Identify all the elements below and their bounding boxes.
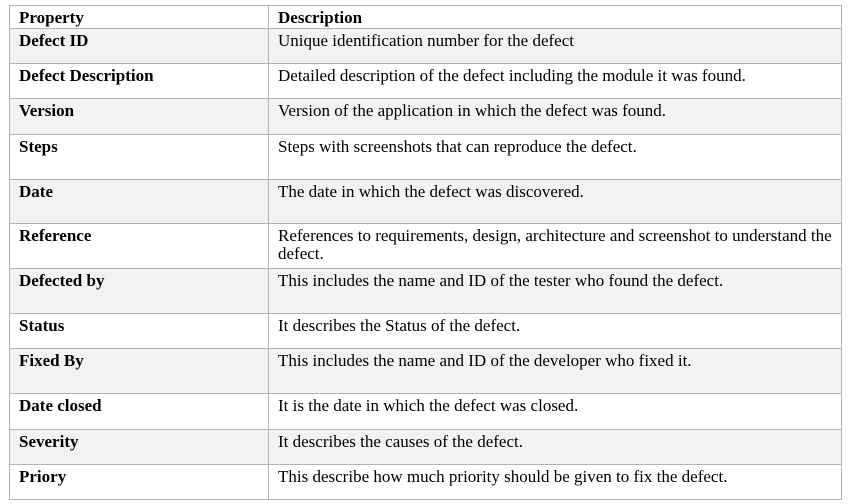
table-row-date	[10, 180, 842, 224]
table-row-steps	[10, 135, 842, 180]
property-cell: Version	[10, 99, 269, 135]
table-row-priory	[10, 465, 842, 500]
table-row-reference	[10, 224, 842, 269]
description-cell: It is the date in which the defect was closed.	[269, 394, 842, 430]
column-header-property: Property	[10, 6, 269, 29]
table-row-defect-description	[10, 64, 842, 99]
property-cell: Defect ID	[10, 29, 269, 64]
table-row-severity	[10, 430, 842, 465]
property-cell: Date closed	[10, 394, 269, 430]
table-row-status	[10, 314, 842, 349]
description-cell: It describes the causes of the defect.	[269, 430, 842, 465]
description-cell: Steps with screenshots that can reproduce the defect.	[269, 135, 842, 180]
description-cell: This describe how much priority should be given to fix the defect.	[269, 465, 842, 500]
description-cell: It describes the Status of the defect.	[269, 314, 842, 349]
property-cell: Defect Description	[10, 64, 269, 99]
property-cell: Severity	[10, 430, 269, 465]
description-cell: Unique identification number for the defect	[269, 29, 842, 64]
table-row-date-closed	[10, 394, 842, 430]
property-cell: Fixed By	[10, 349, 269, 394]
table-row-defect-id	[10, 29, 842, 64]
table-row-defected-by	[10, 269, 842, 314]
table-row-fixed-by	[10, 349, 842, 394]
table-header-row	[10, 6, 842, 29]
description-cell: Version of the application in which the defect was found.	[269, 99, 842, 135]
property-cell: Steps	[10, 135, 269, 180]
column-header-description: Description	[269, 6, 842, 29]
description-cell: This includes the name and ID of the tester who found the defect.	[269, 269, 842, 314]
property-cell: Reference	[10, 224, 269, 269]
defect-properties-table	[9, 5, 842, 500]
description-cell: Detailed description of the defect including the module it was found.	[269, 64, 842, 99]
property-cell: Priory	[10, 465, 269, 500]
table-row-version	[10, 99, 842, 135]
description-cell: This includes the name and ID of the developer who fixed it.	[269, 349, 842, 394]
property-cell: Defected by	[10, 269, 269, 314]
property-cell: Date	[10, 180, 269, 224]
property-cell: Status	[10, 314, 269, 349]
description-cell: References to requirements, design, architecture and screenshot to understand the defect.	[269, 224, 842, 269]
description-cell: The date in which the defect was discovered.	[269, 180, 842, 224]
